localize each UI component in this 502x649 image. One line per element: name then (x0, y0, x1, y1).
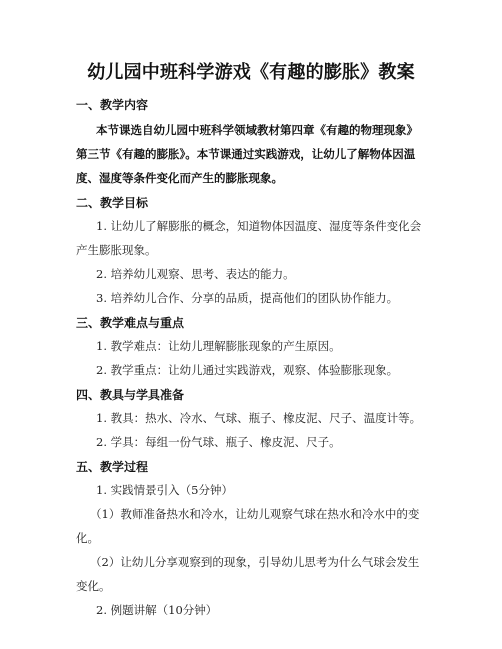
list-item: 2. 例题讲解（10分钟） (96, 603, 218, 617)
sub-item-continuation: 变化。 (76, 579, 111, 593)
list-item: 2. 学具：每组一份气球、瓶子、橡皮泥、尺子。 (96, 435, 341, 449)
section-heading: 一、教学内容 (76, 98, 149, 112)
paragraph-line: 度、湿度等条件变化而产生的膨胀现象。 (76, 171, 283, 185)
paragraph-line: 本节课选自幼儿园中班科学领域教材第四章《有趣的物理现象》 (96, 123, 418, 137)
sub-item: （1）教师准备热水和冷水，让幼儿观察气球在热水和冷水中的变 (90, 507, 420, 521)
list-item: 1. 教具：热水、冷水、气球、瓶子、橡皮泥、尺子、温度计等。 (96, 411, 422, 425)
section-heading: 四、教具与学具准备 (76, 388, 185, 402)
section-heading: 三、教学难点与重点 (76, 316, 185, 330)
list-item: 1. 让幼儿了解膨胀的概念，知道物体因温度、湿度等条件变化会 (96, 219, 422, 233)
list-item-continuation: 产生膨胀现象。 (76, 243, 157, 257)
list-item: 1. 实践情景引入（5分钟） (96, 483, 233, 497)
list-item: 2. 培养幼儿观察、思考、表达的能力。 (96, 267, 295, 281)
list-item: 2. 教学重点：让幼儿通过实践游戏，观察、体验膨胀现象。 (96, 363, 399, 377)
list-item: 3. 培养幼儿合作、分享的品质，提高他们的团队协作能力。 (96, 291, 399, 305)
paragraph-line: 第三节《有趣的膨胀》。本节课通过实践游戏，让幼儿了解物体因温 (76, 147, 416, 161)
page-title: 幼儿园中班科学游戏《有趣的膨胀》教案 (87, 62, 415, 83)
sub-item: （2）让幼儿分享观察到的现象，引导幼儿思考为什么气球会发生 (90, 555, 420, 569)
sub-item-continuation: 化。 (76, 531, 99, 545)
list-item: 1. 教学难点：让幼儿理解膨胀现象的产生原因。 (96, 339, 341, 353)
section-heading: 五、教学过程 (76, 460, 149, 474)
section-heading: 二、教学目标 (76, 196, 149, 210)
